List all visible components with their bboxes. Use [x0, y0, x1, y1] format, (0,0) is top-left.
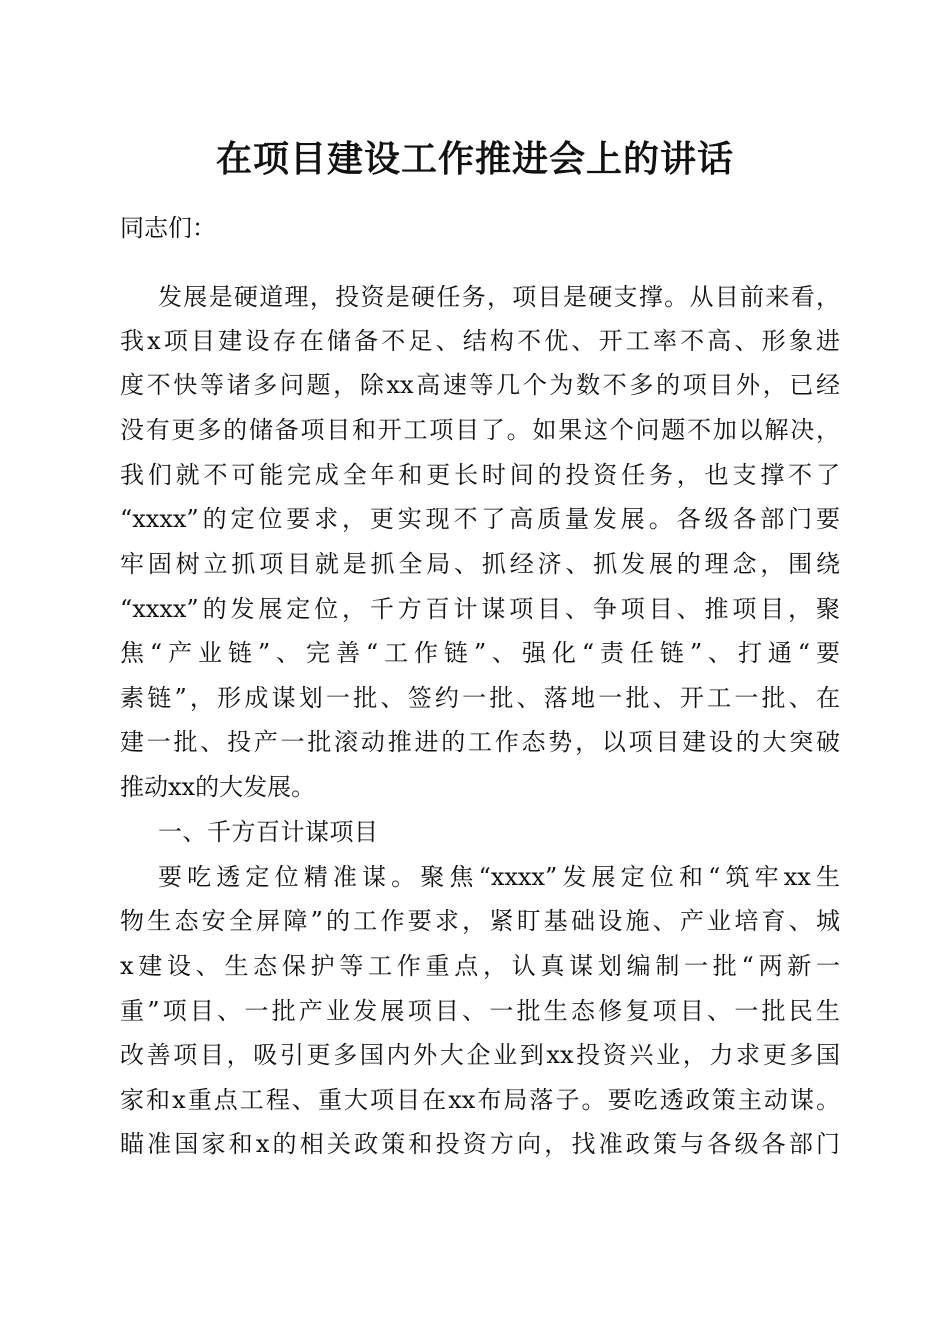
- document-title: 在项目建设工作推进会上的讲话: [215, 138, 734, 180]
- paragraph-line: 焦“产业链”、完善“工作链”、强化“责任链”、打通“要: [120, 639, 840, 667]
- paragraph-line: 要吃透定位精准谋。聚焦“xxxx”发展定位和“筑牢xx生: [158, 863, 840, 891]
- paragraph-line: 重”项目、一批产业发展项目、一批生态修复项目、一批民生: [120, 997, 840, 1025]
- paragraph-line: 牢固树立抓项目就是抓全局、抓经济、抓发展的理念，围绕: [120, 550, 840, 578]
- paragraph-line: 度不快等诸多问题，除xx高速等几个为数不多的项目外，已经: [120, 371, 840, 399]
- paragraph-line: 我们就不可能完成全年和更长时间的投资任务，也支撑不了: [120, 461, 840, 489]
- paragraph-line: 我x项目建设存在储备不足、结构不优、开工率不高、形象进: [120, 327, 840, 355]
- paragraph-line: 瞄准国家和x的相关政策和投资方向，找准政策与各级各部门: [120, 1130, 840, 1158]
- paragraph-line: x建设、生态保护等工作重点，认真谋划编制一批“两新一: [120, 952, 840, 980]
- paragraph-line: 素链”，形成谋划一批、签约一批、落地一批、开工一批、在: [120, 684, 840, 712]
- paragraph-line: 建一批、投产一批滚动推进的工作态势，以项目建设的大突破: [120, 728, 840, 756]
- paragraph-line: “xxxx”的发展定位，千方百计谋项目、争项目、推项目，聚: [120, 595, 840, 623]
- paragraph-line: 发展是硬道理，投资是硬任务，项目是硬支撑。从目前来看，: [158, 283, 840, 311]
- section-heading: 一、千方百计谋项目: [158, 818, 379, 846]
- paragraph-line: 物生态安全屏障”的工作要求，紧盯基础设施、产业培育、城: [120, 907, 840, 935]
- paragraph-line: 改善项目，吸引更多国内外大企业到xx投资兴业，力求更多国: [120, 1041, 840, 1069]
- paragraph-line: 没有更多的储备项目和开工项目了。如果这个问题不加以解决，: [120, 416, 840, 444]
- salutation: 同志们：: [120, 214, 216, 242]
- paragraph-line: 推动xx的大发展。: [120, 773, 316, 801]
- paragraph-line: 家和x重点工程、重大项目在xx布局落子。要吃透政策主动谋。: [120, 1086, 840, 1114]
- paragraph-line: “xxxx”的定位要求，更实现不了高质量发展。各级各部门要: [120, 505, 840, 533]
